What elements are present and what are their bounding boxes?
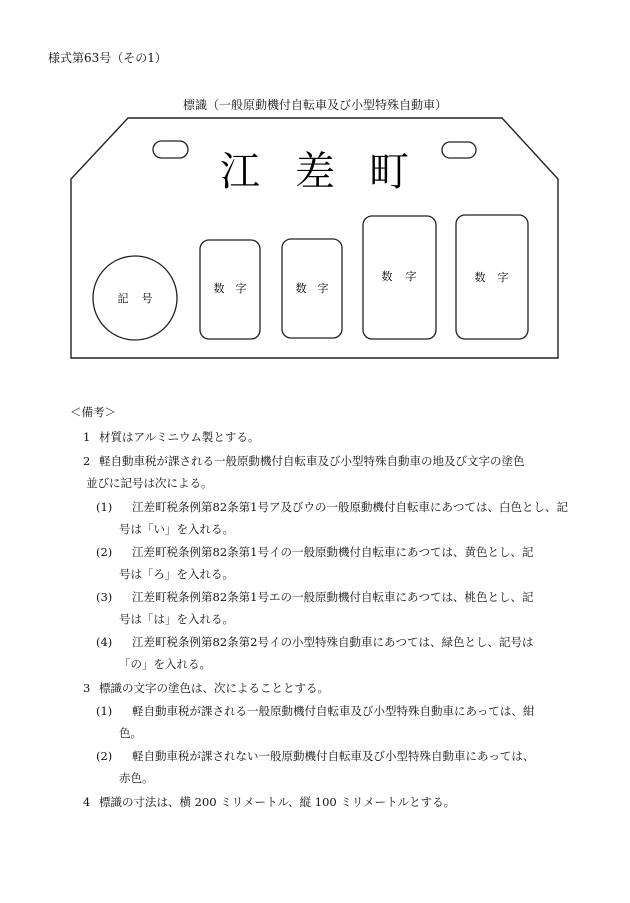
note-2-2-text-line1: 江差町税条例第82条第1号イの一般原動機付自転車にあつては、黄色とし、記 [132, 545, 534, 559]
note-3-1 [96, 703, 534, 719]
digit-box-4-char-2: 字 [497, 271, 509, 284]
note-3-1-number: (1) [96, 704, 113, 718]
note-3-2-number: (2) [96, 749, 113, 763]
notes-heading: ＜備考＞ [70, 405, 116, 419]
note-3-1-text-line1: 軽自動車税が課される一般原動機付自転車及び小型特殊自動車にあっては、紺 [132, 704, 535, 718]
note-2-4-text-line1: 江差町税条例第82条第2号イの小型特殊自動車にあつては、緑色とし、記号は [132, 635, 534, 649]
symbol-label-char-2: 号 [141, 292, 153, 305]
note-2-4 [96, 634, 533, 650]
note-2-2 [96, 544, 533, 560]
digit-box-1 [200, 240, 260, 339]
symbol-label-char-1: 記 [117, 292, 129, 305]
plate-title: 標識（一般原動機付自転車及び小型特殊自動車） [182, 98, 447, 112]
note-2-3 [96, 589, 533, 605]
digit-box-4-char-1: 数 [474, 271, 486, 284]
digit-box-1-char-1: 数 [213, 282, 225, 295]
note-2-3-text-line1: 江差町税条例第82条第1号エの一般原動機付自転車にあつては、桃色とし、記 [132, 590, 534, 604]
town-name-char-1: 江 [220, 149, 260, 195]
note-3-number: 3 [83, 681, 91, 695]
digit-box-1-char-2: 字 [235, 282, 247, 295]
form-number: 様式第63号（その1） [48, 51, 167, 65]
note-1 [83, 429, 259, 445]
note-2-2-number: (2) [96, 545, 113, 559]
note-2-text-line1: 軽自動車税が課される一般原動機付自転車及び小型特殊自動車の地及び文字の塗色 [99, 454, 525, 468]
digit-box-2 [282, 239, 342, 338]
note-4 [83, 794, 455, 810]
note-1-text: 材質はアルミニウム製とする。 [99, 430, 260, 444]
town-name-char-2: 差 [295, 149, 335, 195]
digit-box-3 [363, 216, 436, 339]
symbol-circle [93, 256, 177, 340]
note-3-2-text-line1: 軽自動車税が課されない一般原動機付自転車及び小型特殊自動車にあっては、 [132, 749, 535, 763]
note-3 [83, 680, 329, 696]
note-4-number: 4 [83, 795, 91, 809]
note-3-text: 標識の文字の塗色は、次によることとする。 [99, 681, 329, 695]
note-2-text-line2: 並びに記号は次による。 [86, 476, 213, 490]
town-name-char-3: 町 [369, 149, 409, 195]
note-2-1-text-line1: 江差町税条例第82条第1号ア及びウの一般原動機付自転車にあつては、白色とし、記 [132, 500, 568, 514]
mounting-hole-left [153, 141, 188, 158]
note-4-text: 標識の寸法は、横 200 ミリメートル、縦 100 ミリメートルとする。 [99, 795, 456, 809]
digit-box-4 [456, 215, 528, 339]
mounting-hole-right [442, 142, 476, 158]
digit-box-2-char-1: 数 [295, 282, 307, 295]
note-2-1 [96, 499, 568, 515]
note-2-1-number: (1) [96, 500, 113, 514]
digit-box-3-char-1: 数 [381, 270, 393, 283]
note-2-4-number: (4) [96, 635, 113, 649]
note-2-2-text-line2: 号は「ろ」を入れる。 [119, 567, 234, 581]
note-2 [83, 453, 525, 469]
note-2-3-text-line2: 号は「は」を入れる。 [119, 612, 234, 626]
digit-box-3-char-2: 字 [405, 270, 417, 283]
note-2-1-text-line2: 号は「い」を入れる。 [119, 522, 234, 536]
note-1-number: 1 [83, 430, 91, 444]
note-2-4-text-line2: 「の」を入れる。 [119, 657, 211, 671]
note-3-1-text-line2: 色。 [119, 726, 142, 740]
note-2-3-number: (3) [96, 590, 113, 604]
note-3-2-text-line2: 赤色。 [119, 771, 154, 785]
digit-box-2-char-2: 字 [317, 282, 329, 295]
note-2-number: 2 [83, 454, 91, 468]
note-3-2 [96, 748, 534, 764]
